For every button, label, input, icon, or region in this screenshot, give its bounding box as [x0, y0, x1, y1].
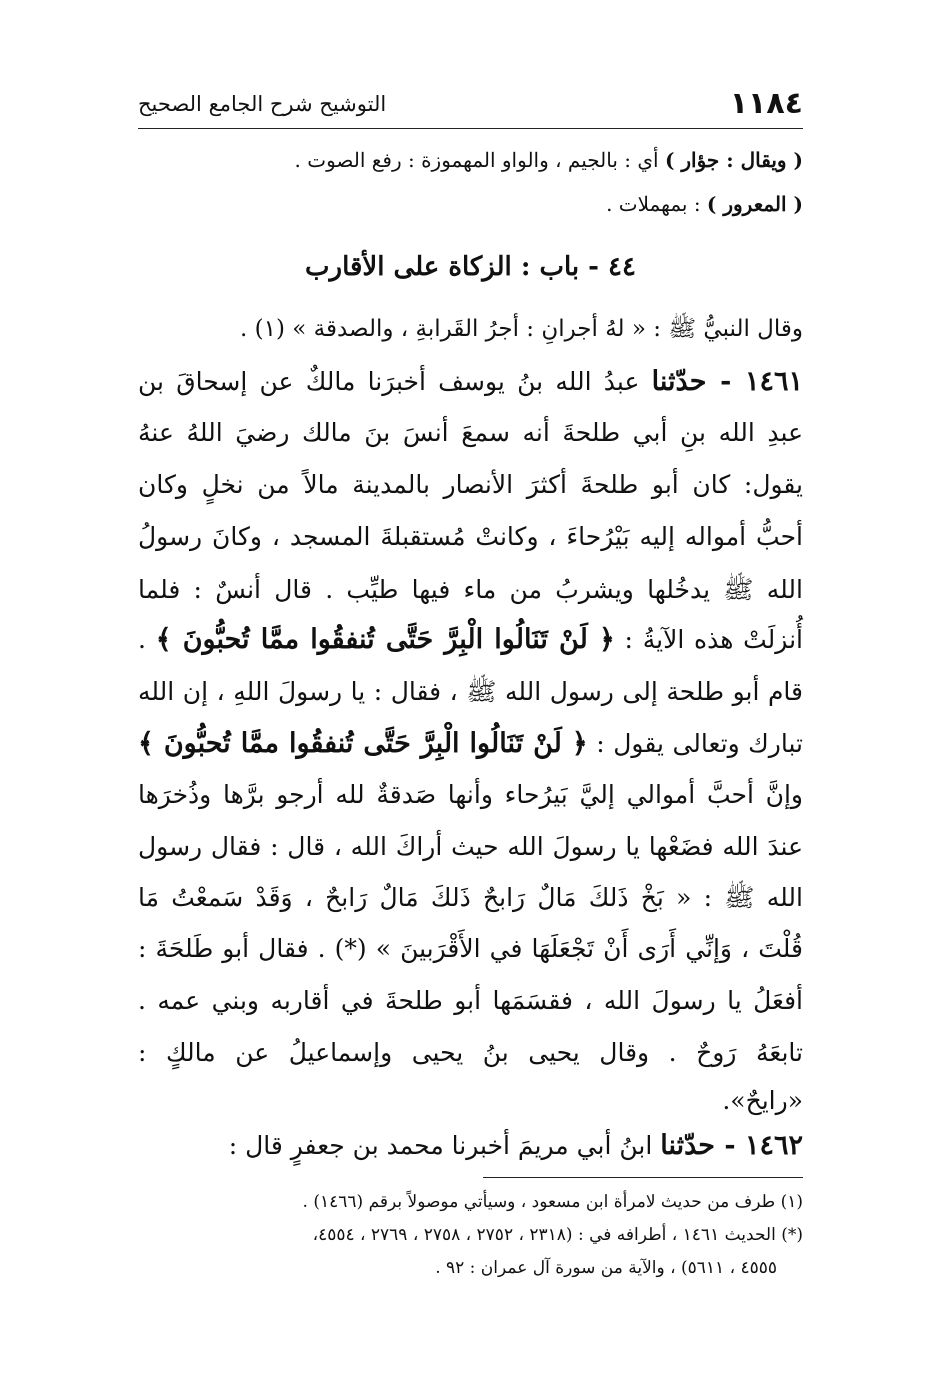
hadith-label: ١٤٦٢ - حدّثنا [660, 1130, 803, 1161]
ayah-line [138, 728, 803, 759]
note-line [138, 192, 803, 216]
footnote: (١) طرف من حديث لامرأة ابن مسعود ، وسيأتي موصولاً برقم (١٤٦٦) . [302, 1192, 803, 1212]
hadith-line: عبدِ الله بنِ أبي طلحةَ أنه سمعَ أنسَ بنَ مالك رضيَ اللهُ عنهُ [138, 418, 803, 447]
hadith-label: ١٤٦١ - حدّثنا [651, 366, 803, 397]
hadith-line: أحبُّ أمواله إليه بَيْرُحاءَ ، وكانتْ مُستقبلةَ المسجد ، وكانَ رسولُ [138, 522, 803, 551]
hadith-line: الله ﷺ يدخُلها ويشربُ من ماء فيها طيِّب . قال أنسٌ : فلما [138, 575, 803, 604]
page-number: ١١٨٤ [729, 86, 803, 121]
footnote: ٤٥٥٥ ، ٥٦١١) ، والآية من سورة آل عمران : ٩٢ . [435, 1258, 777, 1278]
hadith-line: الله ﷺ : « بَخْ ذَلكَ مَالٌ رَابحٌ ذَلكَ مَالٌ رَابحٌ ، وَقَدْ سَمعْتُ مَا [138, 883, 803, 912]
hadith-first-line [138, 366, 803, 397]
footnote: (*) الحديث ١٤٦١ ، أطرافه في : (٢٣١٨ ، ٢٧٥٢ ، ٢٧٥٨ ، ٢٧٦٩ ، ٤٥٥٤، [312, 1225, 803, 1245]
note-term: ( ويقال : جؤار ) [664, 148, 803, 172]
note-line [138, 148, 803, 172]
running-title: التوشيح شرح الجامع الصحيح [138, 92, 387, 116]
hadith-line: تابعَهُ رَوحٌ . وقال يحيى بنُ يحيى وإسماعيلُ عن مالكٍ : [138, 1038, 803, 1067]
ayah-prefix: أُنزلَتْ هذه الآيةُ : [614, 625, 803, 654]
hadith-line: أفعَلُ يا رسولَ الله ، فقسَمَها أبو طلحةَ في أقاربه وبني عمه . [138, 986, 803, 1015]
hadith-line: عندَ الله فضَعْها يا رسولَ الله حيث أراكَ الله ، قال : فقال رسول [138, 832, 803, 861]
hadith-line: «رايحٌ». [722, 1086, 803, 1115]
ayah-prefix: تبارك وتعالى يقول : [587, 729, 803, 758]
chapter-title: ٤٤ - باب : الزكاة على الأقارب [305, 252, 636, 282]
hadith-first-line [138, 1130, 803, 1161]
note-term: ( المعرور ) [706, 192, 803, 216]
ayah-line [138, 624, 803, 655]
hadith-text: عبدُ الله بنُ يوسف أخبرَنا مالكٌ عن إسحاقَ بن [138, 367, 652, 396]
footnotes [138, 1186, 803, 1285]
note-text: أي : بالجيم ، والواو المهموزة : رفع الصوت . [294, 148, 665, 172]
quran-verse: ﴿ لَنْ تَنَالُوا الْبِرَّ حَتَّى تُنفقُوا ممَّا تُحبُّونَ ﴾ [138, 728, 588, 759]
hadith-text: ابنُ أبي مريمَ أخبرنا محمد بن جعفرٍ قال : [228, 1131, 661, 1160]
hadith-line: وإنَّ أحبَّ أموالي إليَّ بَيرُحاء وأنها صَدقةٌ لله أرجو برَّها وذُخرَها [138, 780, 803, 809]
hadith-line: قام أبو طلحة إلى رسول الله ﷺ ، فقال : يا رسولَ اللهِ ، إن الله [138, 677, 803, 706]
note-text: : بمهملات . [606, 192, 707, 216]
running-header [138, 82, 803, 129]
hadith-line: قُلْتَ ، وَإنِّي أَرَى أَنْ تَجْعَلَهَا في الأَقْرَبينَ » (*) . فقال أبو طَلحَةَ : [138, 934, 803, 963]
footnote-separator [483, 1177, 803, 1178]
intro-line: وقال النبيُّ ﷺ : « لهُ أجرانِ : أجرُ القَرابةِ ، والصدقة » (١) . [239, 316, 803, 342]
hadith-line: يقول: كان أبو طلحةَ أكثرَ الأنصار بالمدينة مالاً من نخلٍ وكان [138, 470, 803, 499]
quran-verse: ﴿ لَنْ تَنَالُوا الْبِرَّ حَتَّى تُنفقُوا ممَّا تُحبُّونَ ﴾ [155, 624, 615, 655]
ayah-suffix: . [138, 625, 156, 654]
